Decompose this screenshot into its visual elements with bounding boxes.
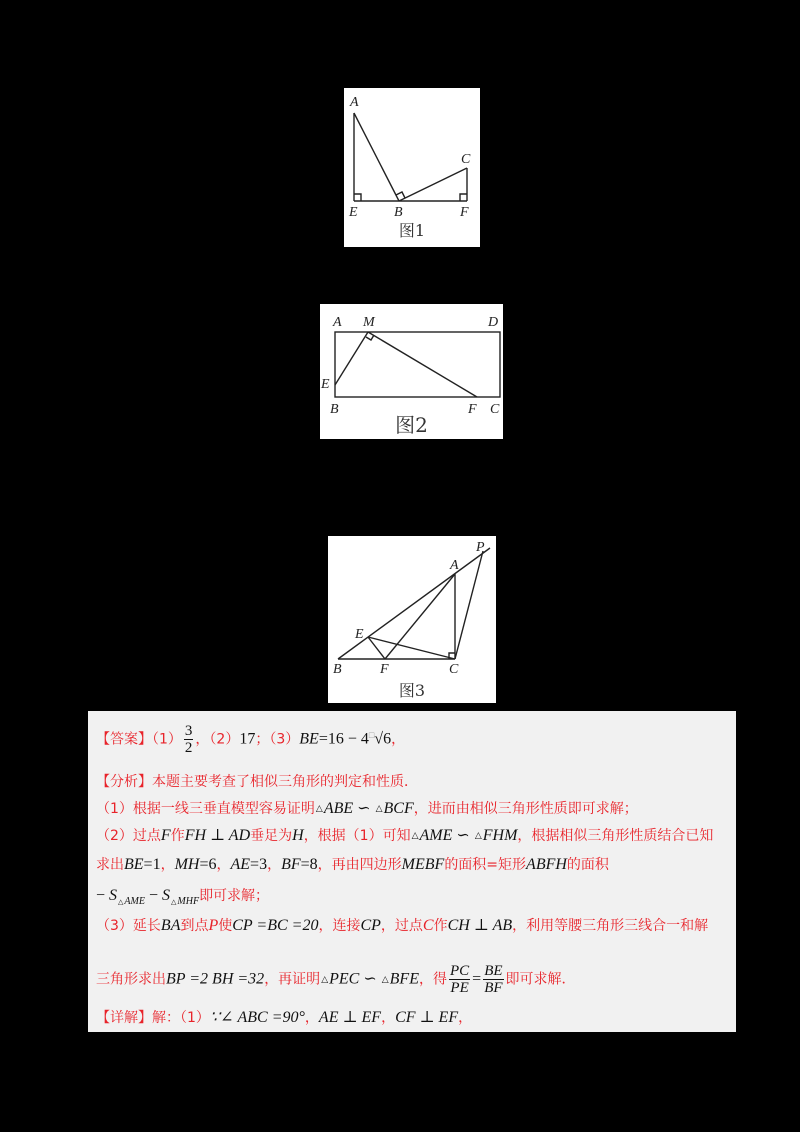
math: ABFH [526,856,567,873]
text: ，利用等腰三角形三线合一和解 [512,918,709,934]
math: BF [281,856,301,873]
math: FH ⊥ AD [184,827,251,844]
math: MH [174,856,200,873]
point-label-B: B [394,205,403,220]
text: 的面积 [566,857,609,873]
fraction-numerator: 3 [184,723,193,739]
analysis-line-4 [96,887,269,911]
analysis-line-1 [96,800,638,818]
minus-sign: − [144,887,162,904]
triangle-icon: △ [411,831,419,841]
math-subscript: MHF [177,896,200,907]
math: S [109,887,118,904]
text: （1）根据一线三垂直模型容易证明 [96,801,315,817]
point-label-F: F [380,662,389,677]
point-label-E: E [321,377,330,392]
math: =8 [300,856,318,873]
point-label-B: B [333,662,342,677]
math: CF ⊥ EF [395,1009,459,1026]
similar-symbol: ∽ [353,800,375,817]
math: AME [419,827,453,844]
figure-3-caption: 图3 [398,681,426,700]
point-label-E: E [349,205,358,220]
math: BP =2 BH =32 [166,970,265,988]
root-index-placeholder: □ [368,729,375,740]
answer-1-fraction [184,723,194,756]
triangle-icon: △ [474,831,482,841]
text: （2）过点 [96,828,161,844]
similar-symbol: ∽ [359,970,381,988]
text: ，过点 [380,918,423,934]
math: BFE [389,970,419,988]
math: PEC [329,970,360,988]
triangle-icon: △ [118,898,124,906]
math: ∵∠ ABC =90° [209,1009,305,1026]
point-label-M: M [363,315,375,330]
triangle-icon: △ [375,804,383,814]
answer-tag: 【答案】 [96,731,152,748]
point-label-C: C [461,152,471,167]
separator: ， [304,1010,319,1026]
text: 求出 [96,857,124,873]
math: BA [160,917,181,934]
text: ，再证明 [264,971,321,988]
math: CH ⊥ AB [447,917,513,934]
math: AE ⊥ EF [318,1009,382,1026]
separator: ， [381,1010,396,1026]
answer-2-value: 17 [239,730,256,748]
point-label-F: F [460,205,469,220]
answer-3-variable: BE [299,730,319,748]
part-3-label: （3） [269,731,300,748]
point-label-C: C [449,662,459,677]
point-label-C: C [490,402,500,417]
triangle-icon: △ [381,974,389,985]
answer-3-value: =16 − 4 [318,730,369,748]
math-subscript: AME [124,896,145,907]
analysis-tag: 【分析】 [96,774,152,790]
math: H [292,827,304,844]
math: F [160,827,171,844]
triangle-icon: △ [321,974,329,985]
part-2-label: （2） [209,731,240,748]
point-label-A: A [450,558,459,573]
analysis-intro-text: 本题主要考查了相似三角形的判定和性质． [152,774,418,790]
point-label-E: E [355,627,364,642]
text: 解：（1） [152,1010,210,1026]
math: =3 [250,856,268,873]
equals-sign: = [472,970,482,988]
text: 使 [218,918,233,934]
math: CP [360,917,381,934]
detail-tag: 【详解】 [96,1010,152,1026]
figure-2-caption: 图2 [395,413,428,437]
figure-1 [344,88,480,247]
analysis-line-3: 求出BE=1，MH=6，AE=3，BF=8，再由四边形MEBF的面积=矩形ABFH的面积 [96,856,609,873]
text: ，再由四边形 [317,857,402,873]
point-label-A: A [350,95,359,110]
text: ，根据相似三角形性质结合已知 [517,828,714,844]
part-1-label: （1） [152,731,182,748]
text: 作 [170,828,185,844]
point-label-D: D [488,315,499,330]
figure-3 [328,536,496,703]
text: 三角形求出 [96,971,166,988]
point-label-F: F [468,402,477,417]
point-label-A: A [333,315,342,330]
text: 的面积=矩形 [444,857,527,873]
math: C [422,917,434,934]
separator: ， [195,731,210,748]
fraction-denominator: 2 [184,740,193,756]
math: FHM [482,827,518,844]
analysis-line-2 [96,827,713,845]
figure-2 [320,304,503,439]
text: 作 [433,918,448,934]
math: BCF [383,800,414,817]
fraction-numerator: BE [484,963,503,979]
analysis-line-5 [96,917,708,935]
text: ，连接 [318,918,361,934]
math: AE [230,856,251,873]
minus-sign: − [96,887,110,904]
triangle-icon: △ [315,804,323,814]
analysis-intro-line [96,773,418,791]
point-label-B: B [330,402,339,417]
math: MEBF [401,856,445,873]
text: 即可求解． [505,971,576,988]
analysis-line-6 [96,963,576,996]
text: 垂足为 [250,828,293,844]
text: ，根据（1）可知 [303,828,411,844]
figure-1-caption: 图1 [398,221,426,240]
math: P [208,917,219,934]
text: ，得 [418,971,447,988]
similar-symbol: ∽ [452,827,474,844]
separator: ， [458,1010,473,1026]
separator: ， [391,731,406,748]
text: 即可求解； [199,888,270,904]
answer-3-root: √6 [374,730,392,748]
math: CP =BC =20 [232,917,319,934]
point-label-P: P [476,540,485,555]
text: 到点 [180,918,209,934]
ratio-fraction-1 [449,963,470,996]
math: BE [124,856,144,873]
math: =1 [143,856,161,873]
text: ，进而由相似三角形性质即可求解； [413,801,638,817]
separator: ； [255,731,270,748]
detail-line [96,1009,472,1027]
math: =6 [199,856,217,873]
fraction-denominator: BF [484,980,503,996]
text: （3）延长 [96,918,161,934]
math: ABE [323,800,354,817]
answer-line [96,723,405,756]
solution-panel [88,711,736,1032]
fraction-denominator: PE [450,980,469,996]
triangle-icon: △ [171,898,177,906]
ratio-fraction-2 [483,963,503,996]
math: S [162,887,170,904]
fraction-numerator: PC [449,963,470,979]
